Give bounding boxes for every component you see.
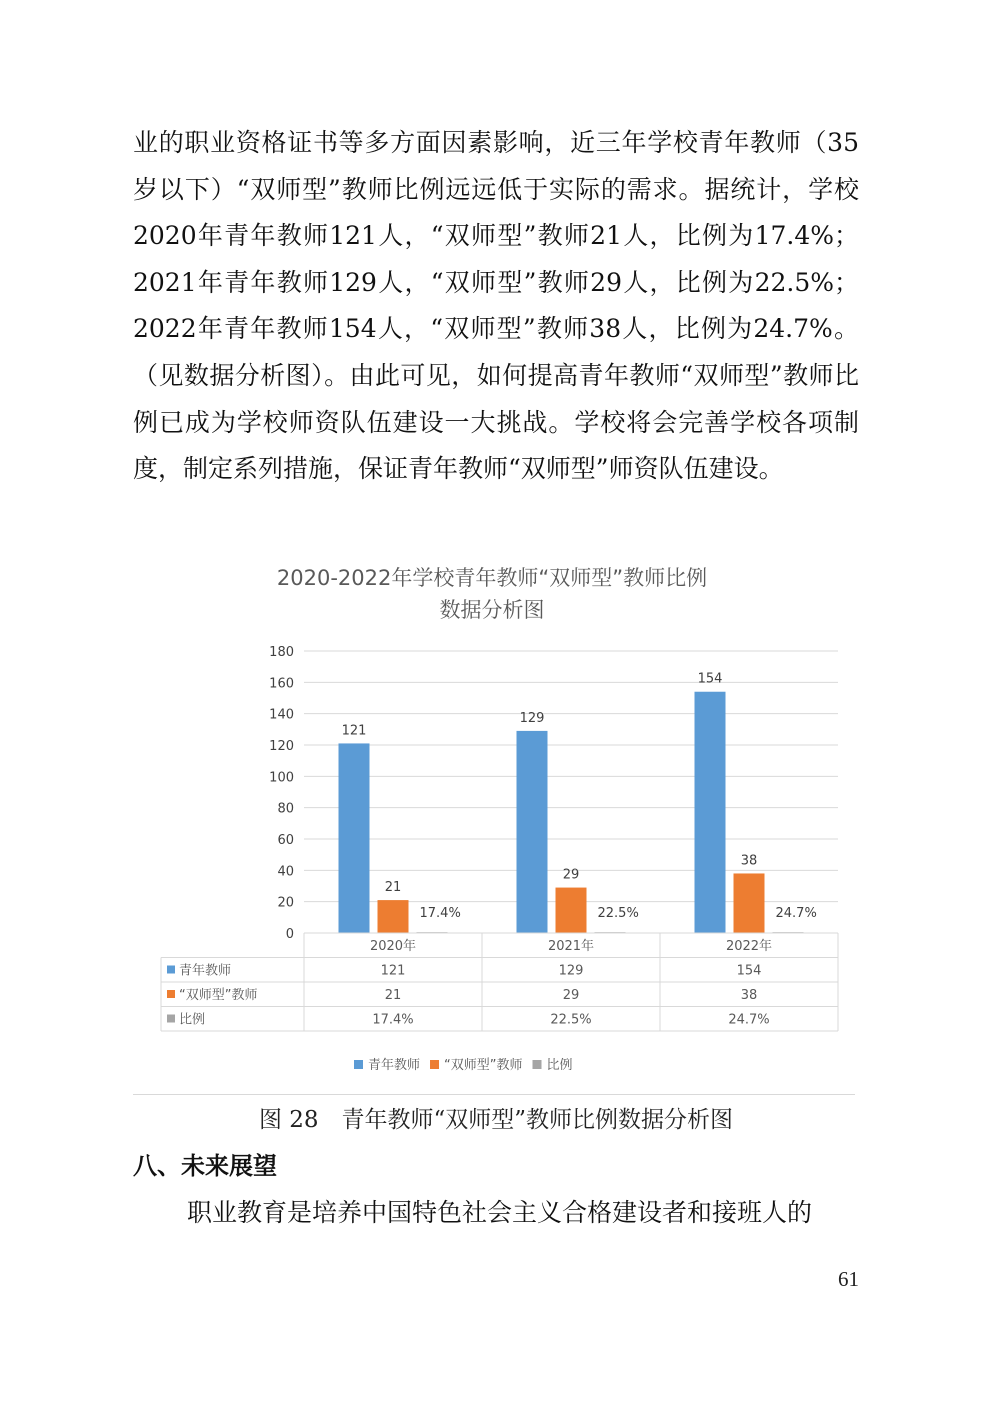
- legend-key: [354, 1060, 363, 1069]
- legend-key: [533, 1060, 542, 1069]
- data-label: 17.4%: [419, 906, 461, 921]
- data-label: 129: [519, 710, 545, 726]
- y-tick-label: 20: [277, 895, 294, 911]
- table-cell: 21: [384, 988, 402, 1003]
- y-tick-label: 80: [277, 801, 294, 817]
- data-label: 38: [740, 853, 758, 869]
- body-paragraph-2: 职业教育是培养中国特色社会主义合格建设者和接班人的: [187, 1198, 813, 1227]
- legend-label: “双师型”教师: [444, 1058, 523, 1073]
- y-tick-label: 100: [269, 770, 294, 786]
- table-cell: 121: [380, 963, 406, 979]
- table-series-name: “双师型”教师: [179, 988, 258, 1003]
- table-cell: 38: [740, 988, 758, 1003]
- y-tick-label: 180: [269, 645, 294, 660]
- legend-label: 比例: [546, 1058, 573, 1073]
- y-tick-label: 60: [277, 833, 294, 848]
- table-legend-key: [167, 966, 175, 974]
- data-label: 121: [341, 723, 367, 739]
- body-paragraph: 业的职业资格证书等多方面因素影响，近三年学校青年教师（35岁以下）“双师型”教师比例远远低于实际的需求。据统计，学校2020年青年教师121人，“双师型”教师21人，比例为17.4%；2021年青年教师129人，“双师型”教师29人，比例为22.5%；2022年青年教师154人，“双师型”教师38人，比例为24.7%。（见数据分析图）。由此可见，如何提高青年教师“双师型”教师比例已成为学校师资队伍建设一大挑战。学校将会完善学校各项制度，制定系列措施，保证青年教师“双师型”师资队伍建设。: [133, 128, 859, 484]
- y-tick-label: 140: [269, 707, 294, 723]
- bar: [556, 888, 587, 933]
- legend-label: 青年教师: [368, 1058, 421, 1073]
- category-label: 2020年: [369, 939, 417, 954]
- y-tick-label: 120: [269, 739, 294, 754]
- bar-chart: [150, 555, 850, 1090]
- data-label: 29: [562, 867, 580, 883]
- figure-caption: 图 28 青年教师“双师型”教师比例数据分析图: [258, 1107, 734, 1133]
- figure-divider: [133, 1094, 855, 1095]
- bar: [695, 692, 726, 933]
- section-heading: 八、未来展望: [133, 1152, 277, 1180]
- bar: [734, 873, 765, 933]
- table-series-name: 比例: [179, 1012, 206, 1028]
- bar: [517, 731, 548, 933]
- table-cell: 17.4%: [372, 1012, 414, 1028]
- data-label: 21: [384, 880, 402, 896]
- chart-canvas: [150, 555, 850, 1090]
- table-legend-key: [167, 990, 175, 998]
- bar: [378, 900, 409, 933]
- table-legend-key: [167, 1015, 175, 1023]
- category-label: 2021年: [547, 939, 595, 954]
- table-series-name: 青年教师: [179, 963, 232, 979]
- page-number: 61: [838, 1267, 859, 1291]
- chart-title: 2020-2022年学校青年教师“双师型”教师比例: [276, 566, 708, 590]
- table-cell: 29: [562, 988, 580, 1003]
- bar: [339, 743, 370, 933]
- legend-key: [430, 1060, 439, 1069]
- table-cell: 154: [736, 963, 762, 979]
- data-label: 24.7%: [775, 906, 817, 921]
- chart-subtitle: 数据分析图: [439, 598, 545, 622]
- table-cell: 129: [558, 963, 584, 979]
- data-label: 22.5%: [597, 906, 639, 921]
- y-tick-label: 40: [277, 864, 294, 880]
- category-label: 2022年: [725, 939, 773, 954]
- table-cell: 24.7%: [728, 1012, 770, 1028]
- data-label: 154: [697, 671, 723, 687]
- table-cell: 22.5%: [550, 1012, 592, 1028]
- y-tick-label: 160: [269, 676, 294, 692]
- y-tick-label: 0: [285, 927, 294, 942]
